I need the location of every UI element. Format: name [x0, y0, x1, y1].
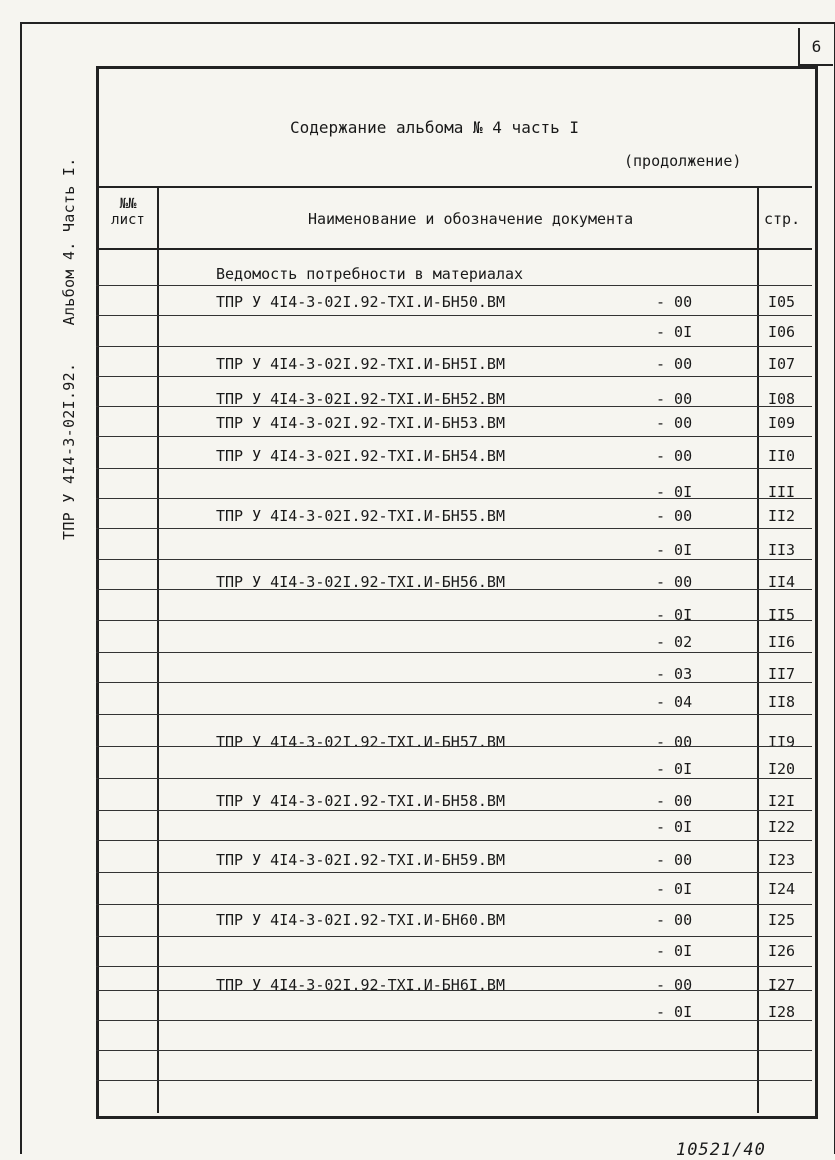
page-ref: І22 [768, 818, 796, 836]
header-bottom-line [96, 248, 812, 250]
page-ref: І26 [768, 942, 796, 960]
page-ref: І28 [768, 1003, 796, 1021]
row-line [96, 559, 812, 560]
document-code: - 00 [656, 355, 693, 373]
document-code: - 0І [656, 880, 693, 898]
row-line [96, 285, 812, 286]
document-name: ТПР У 4І4-3-02І.92-ТХІ.И-БН57.ВМ [216, 733, 505, 751]
table-row [96, 255, 812, 285]
document-name: ТПР У 4І4-3-02І.92-ТХІ.И-БН53.ВМ [216, 414, 505, 432]
document-code: - 00 [656, 573, 693, 591]
page-ref: І09 [768, 414, 796, 432]
table-row [96, 437, 812, 467]
document-name: ТПР У 4І4-3-02І.92-ТХІ.И-БН52.ВМ [216, 390, 505, 408]
table-row [96, 901, 812, 931]
document-code: - 0І [656, 818, 693, 836]
page-ref: ІІ8 [768, 693, 796, 711]
document-code: - 00 [656, 414, 693, 432]
row-line [96, 840, 812, 841]
row-line [96, 1050, 812, 1051]
document-code: - 00 [656, 390, 693, 408]
row-line [96, 872, 812, 873]
document-code: - 0І [656, 606, 693, 624]
header-document-name: Наименование и обозначение документа [308, 210, 634, 228]
row-line [96, 1080, 812, 1081]
page-ref: І06 [768, 323, 796, 341]
row-line [96, 620, 812, 621]
row-line [96, 436, 812, 437]
header-page: стр. [764, 210, 801, 228]
document-name: Ведомость потребности в материалах [216, 265, 524, 283]
document-title: Содержание альбома № 4 часть I [290, 118, 579, 137]
document-code: - 00 [656, 733, 693, 751]
document-subtitle: (продолжение) [624, 152, 742, 170]
document-code: - 03 [656, 665, 693, 683]
document-code: - 0І [656, 760, 693, 778]
row-line [96, 406, 812, 407]
row-line [96, 315, 812, 316]
row-line [96, 936, 812, 937]
page-ref: ІІ6 [768, 633, 796, 651]
page-ref: ІІ4 [768, 573, 796, 591]
document-name: ТПР У 4І4-3-02І.92-ТХІ.И-БН59.ВМ [216, 851, 505, 869]
row-line [96, 528, 812, 529]
document-code: - 00 [656, 293, 693, 311]
page-ref: ІІ2 [768, 507, 796, 525]
row-line [96, 498, 812, 499]
row-line [96, 990, 812, 991]
page-ref: ІІ5 [768, 606, 796, 624]
document-name: ТПР У 4І4-3-02І.92-ТХІ.И-БН6І.ВМ [216, 976, 505, 994]
row-line [96, 746, 812, 747]
document-code: - 0І [656, 483, 693, 501]
row-line [96, 714, 812, 715]
document-name: ТПР У 4І4-3-02І.92-ТХІ.И-БН5І.ВМ [216, 355, 505, 373]
document-code: - 0І [656, 323, 693, 341]
header-sheet-number: №№ лист [111, 196, 145, 228]
table-row [96, 313, 812, 343]
table-row [96, 723, 812, 753]
table-row [96, 750, 812, 780]
document-name: ТПР У 4І4-3-02І.92-ТХІ.И-БН56.ВМ [216, 573, 505, 591]
document-code: - 00 [656, 976, 693, 994]
document-name: ТПР У 4І4-3-02І.92-ТХІ.И-БН55.ВМ [216, 507, 505, 525]
side-stamp-album: Альбом 4. Часть І. [60, 157, 78, 326]
document-name: ТПР У 4І4-3-02І.92-ТХІ.И-БН60.ВМ [216, 911, 505, 929]
table-row [96, 404, 812, 434]
page-ref: І25 [768, 911, 796, 929]
page-ref: І20 [768, 760, 796, 778]
table-row [96, 993, 812, 1023]
row-line [96, 346, 812, 347]
row-line [96, 810, 812, 811]
page-ref: І23 [768, 851, 796, 869]
page-ref: І07 [768, 355, 796, 373]
table-row [96, 283, 812, 313]
page-ref: ІІ3 [768, 541, 796, 559]
row-line [96, 904, 812, 905]
table-row [96, 683, 812, 713]
table-row [96, 497, 812, 527]
page-ref: ІІ9 [768, 733, 796, 751]
side-stamp [60, 129, 78, 540]
table-row [96, 870, 812, 900]
document-code: - 0І [656, 1003, 693, 1021]
page-number: 6 [798, 28, 833, 66]
table-row [96, 808, 812, 838]
header-top-line [96, 186, 812, 188]
page-ref: ІІ7 [768, 665, 796, 683]
row-line [96, 1020, 812, 1021]
document-name: ТПР У 4І4-3-02І.92-ТХІ.И-БН54.ВМ [216, 447, 505, 465]
table-row [96, 966, 812, 996]
table-row [96, 841, 812, 871]
document-code: - 00 [656, 507, 693, 525]
document-name: ТПР У 4І4-3-02І.92-ТХІ.И-БН50.ВМ [216, 293, 505, 311]
table-row [96, 345, 812, 375]
table-row [96, 531, 812, 561]
document-code: - 02 [656, 633, 693, 651]
page-ref: ІІ0 [768, 447, 796, 465]
page-ref: І24 [768, 880, 796, 898]
document-code: - 0І [656, 942, 693, 960]
document-code: - 00 [656, 851, 693, 869]
document-code: - 00 [656, 447, 693, 465]
archive-number: 10521/40 [676, 1140, 766, 1160]
table-row [96, 623, 812, 653]
document-code: - 00 [656, 792, 693, 810]
document-code: - 00 [656, 911, 693, 929]
row-line [96, 376, 812, 377]
table-row [96, 596, 812, 626]
table-row [96, 655, 812, 685]
page-ref: І08 [768, 390, 796, 408]
document-name: ТПР У 4І4-3-02І.92-ТХІ.И-БН58.ВМ [216, 792, 505, 810]
page-ref: І05 [768, 293, 796, 311]
page-ref: І2І [768, 792, 796, 810]
row-line [96, 589, 812, 590]
page-ref: ІІІ [768, 483, 796, 501]
row-line [96, 652, 812, 653]
row-line [96, 966, 812, 967]
row-line [96, 682, 812, 683]
document-code: - 04 [656, 693, 693, 711]
row-line [96, 468, 812, 469]
side-stamp-code: ТПР У 4І4-3-02І.92. [60, 362, 78, 540]
document-code: - 0І [656, 541, 693, 559]
page-ref: І27 [768, 976, 796, 994]
row-line [96, 778, 812, 779]
